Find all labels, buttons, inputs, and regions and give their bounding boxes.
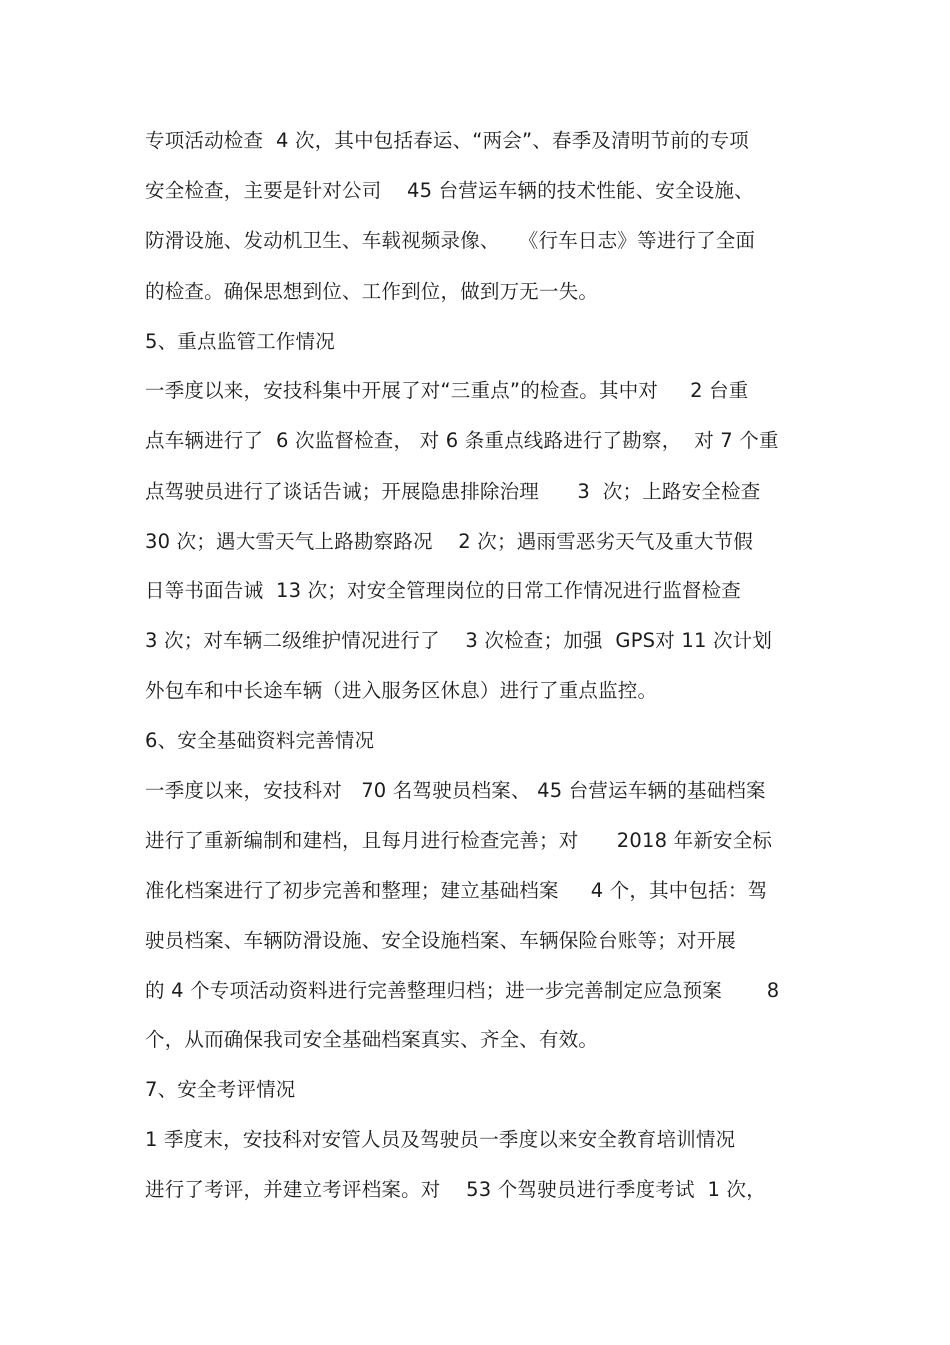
text-line: 点驾驶员进行了谈话告诫；开展隐患排除治理 3 次；上路安全检查	[145, 480, 761, 503]
text-line: 一季度以来，安技科对 70 名驾驶员档案、 45 台营运车辆的基础档案	[145, 779, 766, 802]
text-line: 专项活动检查 4 次，其中包括春运、“两会”、春季及清明节前的专项	[145, 129, 750, 152]
text-line: 外包车和中长途车辆（进入服务区休息）进行了重点监控。	[145, 679, 658, 702]
section-heading: 5、重点监管工作情况	[145, 330, 335, 353]
section-heading: 7、安全考评情况	[145, 1078, 296, 1101]
section-heading: 6、安全基础资料完善情况	[145, 729, 375, 752]
text-line: 进行了考评，并建立考评档案。对 53 个驾驶员进行季度考试 1 次，	[145, 1178, 766, 1201]
text-line: 日等书面告诫 13 次；对安全管理岗位的日常工作情况进行监督检查	[145, 579, 742, 602]
text-line: 进行了重新编制和建档，且每月进行检查完善；对 2018 年新安全标	[145, 829, 773, 852]
text-line: 一季度以来，安技科集中开展了对“三重点”的检查。其中对 2 台重	[145, 379, 749, 402]
text-line: 安全检查，主要是针对公司 45 台营运车辆的技术性能、安全设施、	[145, 179, 754, 202]
text-line: 驶员档案、车辆防滑设施、安全设施档案、车辆保险台账等；对开展	[145, 929, 737, 952]
text-line: 点车辆进行了 6 次监督检查， 对 6 条重点线路进行了勘察， 对 7 个重	[145, 429, 779, 452]
text-line: 个，从而确保我司安全基础档案真实、齐全、有效。	[145, 1028, 599, 1051]
text-line: 的检查。确保思想到位、工作到位，做到万无一失。	[145, 280, 599, 303]
text-line: 防滑设施、发动机卫生、车载视频录像、 《行车日志》等进行了全面	[145, 229, 756, 252]
text-line: 1 季度末，安技科对安管人员及驾驶员一季度以来安全教育培训情况	[145, 1128, 736, 1151]
text-line: 3 次；对车辆二级维护情况进行了 3 次检查；加强 GPS对 11 次计划	[145, 629, 773, 652]
text-line: 准化档案进行了初步完善和整理；建立基础档案 4 个，其中包括：驾	[145, 879, 768, 902]
text-line: 的 4 个专项活动资料进行完善整理归档；进一步完善制定应急预案 8	[145, 979, 780, 1002]
text-line: 30 次；遇大雪天气上路勘察路况 2 次；遇雨雪恶劣天气及重大节假	[145, 530, 754, 553]
